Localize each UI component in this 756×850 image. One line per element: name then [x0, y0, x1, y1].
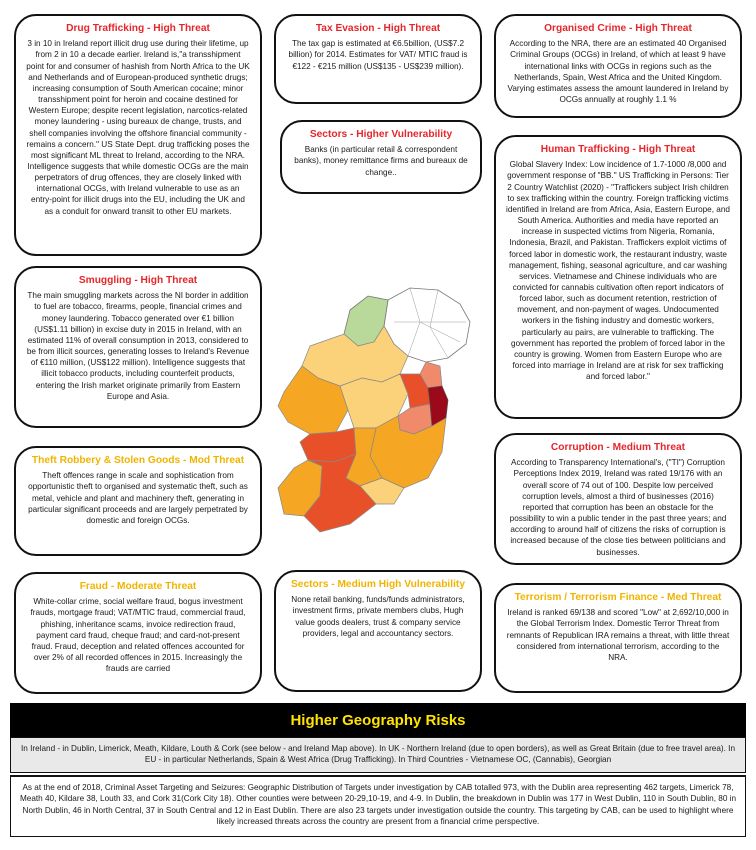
smuggling-card [14, 266, 262, 428]
geography-summary-text: In Ireland - in Dublin, Limerick, Meath, Kildare, Louth & Cork (see below - and Ireland Map above). In UK - Northern Ireland (due to open borders), as well as Great Britain (due to free travel area). In EU - in particular Netherlands, Spain & West Africa (Drug Trafficking). In Third Countries - Vietnamese OC, (Cannabis), Georgian [20, 744, 736, 765]
theft-card [14, 446, 262, 556]
sectors-medium-body: None retail banking, funds/funds administrators, investment firms, private members clubs, Hugh value goods dealers, trust & company service providers, legal and accountancy sectors. [291, 595, 465, 638]
sectors-medium-card [274, 570, 482, 692]
geography-detail-text: As at the end of 2018, Criminal Asset Targeting and Seizures: Geographic Distribution of Targets under investigation by CAB totalled 973, with the Dublin area representing 462 targets, Limerick 78, Meath 40, Kildare 38, Louth 33, and Cork 31(Cork City 18). Other counties were between 20-29,10-19, and 4-9. In Dublin, the breakdown in Dublin was 177 in West Dublin, 110 in South Dublin, 80 in North Dublin, 46 in North Central, 37 in South Central and 12 in East Dublin. There are also 23 targets under investigation outside the country. This targeting by CAB, can be used to highlight where likely increased threats across the country are present from a financial crime perspective. [19, 783, 737, 827]
smuggling-title: Smuggling - High Threat [78, 275, 198, 286]
fraud-body: White-collar crime, social welfare fraud, bogus investment frauds, mortgage fraud; VAT/MTIC fraud, commercial fraud, phishing, inheritance scams, invoice redirection fraud, payment card fraud, cheque fraud; and card-not-present fraud. Fraud, deception and related offences accounted for over 2% of all recorded offences in 2015. Increasingly the frauds are carried [30, 597, 246, 674]
drug-trafficking-body: 3 in 10 in Ireland report illicit drug use during their lifetime, up from 2 in 10 a decade earlier. Ireland is,"a transshipment point for and consumer of hashish from North Africa to the UK and Netherlands and of European-produced synthetic drugs; increasing consumption of South American cocaine; minor transshipment point for heroin and cocaine destined for Western Europe; despite recent legislation, narcotics-related money laundering - using bureaux de change, trusts, and shell companies involving the offshore financial community - remains a concern." US State Dept. drug trafficking poses the most significant ML threat to Ireland, according to the NRA. Intelligence suggests that while domestic OCGs are the main perpetrators of drug offences, they are closely linked with international OCGs, with Ireland vulnerable to use as an entry-point for illicit drugs into the EU, including the UK and as a conduit for onward transit to other EU markets. [26, 39, 250, 216]
corruption-body: According to Transparency International's, ("TI") Corruption Perceptions Index 2019, Ireland was rated 19/176 with an overall score of 74 out of 100. Despite low perceived corruption levels, almost a third of businesses (2016) reported that corruption has been an obstacle for the possibility to win a public tender in the past three years; and according to around half of citizens the risks of corruption is increased because of the close ties between politicians and businesses. [509, 458, 727, 557]
sectors-higher-body: Banks (in particular retail & correspondent banks), money remittance firms and bureaux de change.. [294, 145, 468, 177]
terrorism-body: Ireland is ranked 69/138 and scored "Low" at 2,692/10,000 in the Global Terrorism Index. Domestic Terror Threat from remnants of Republican IRA remains a threat, with little threat considered from international terrorism, according to the NRA. [506, 608, 730, 662]
terrorism-card [494, 583, 742, 693]
tax-evasion-card [274, 14, 482, 104]
organised-crime-title: Organised Crime - High Threat [544, 23, 692, 34]
geography-detail-panel [10, 775, 746, 837]
tax-evasion-body: The tax gap is estimated at €6.5billion, (US$7.2 billion) for 2014. Estimates for VAT/ MTIC fraud is €122 - €215 million (US$135 - US$239 million). [288, 39, 468, 71]
drug-trafficking-title: Drug Trafficking - High Threat [66, 23, 210, 34]
drug-trafficking-card [14, 14, 262, 256]
geography-summary-panel [10, 737, 746, 773]
sectors-higher-card [280, 120, 482, 194]
terrorism-title: Terrorism / Terrorism Finance - Med Threat [514, 592, 722, 603]
theft-body: Theft offences range in scale and sophistication from opportunistic theft to organised and systematic theft, such as metal, vehicle and plant and machinery theft, generating in particular significant proceeds and are largely perpetrated by domestic and foreign OCGs. [28, 471, 248, 525]
human-trafficking-card [494, 135, 742, 419]
theft-title: Theft Robbery & Stolen Goods - Mod Threat [31, 455, 245, 466]
fraud-card [14, 572, 262, 694]
organised-crime-card [494, 14, 742, 118]
human-trafficking-title: Human Trafficking - High Threat [540, 144, 696, 155]
human-trafficking-body: Global Slavery Index: Low incidence of 1.7-1000 /8,000 and government response of "BB." US Trafficking in Persons: Tier 2 Country Watchlist (2020) - "Traffickers subject Irish children to sex trafficking within the country. Foreign trafficking victims identified in Ireland are from Africa, Asia, Eastern Europe, and South America. Authorities and media have reported an increase in suspected victims from Nigeria, Romania, Indonesia, Brazil, and Pakistan. Traffickers exploit victims of forced labor in domestic work, the restaurant industry, waste management, fishing, seasonal agriculture, and car washing services. Vietnamese and Chinese individuals who are convicted for cannabis cultivation often report indicators of forced labor, such as document retention, restriction of movement, and non-payment of wages. Undocumented workers in the fishing industry and domestic workers, particularly au pairs, are vulnerable to trafficking. The government has reported the problem of forced labor in the country is growing. Women from Eastern Europe who are forced into marriage in Ireland are at risk for sex trafficking and forced labor." [506, 160, 730, 382]
sectors-medium-title: Sectors - Medium High Vulnerability [291, 579, 465, 590]
tax-evasion-title: Tax Evasion - High Threat [315, 23, 441, 34]
organised-crime-body: According to the NRA, there are an estimated 40 Organised Criminal Groups (OCGs) in Ireland, of which at least 9 have international links with OCGs in regions such as the Netherlands, Spain, West Africa and the United Kingdom. Varying estimates assess the amount laundered in Ireland by OCGs annually at roughly 1.1 % [507, 39, 729, 105]
geography-risks-title: Higher Geography Risks [290, 711, 466, 729]
geography-risks-header [10, 703, 746, 737]
corruption-title: Corruption - Medium Threat [550, 442, 686, 453]
smuggling-body: The main smuggling markets across the NI border in addition to fuel are tobacco, firearms, people, financial crimes and money laundering. Tobacco generated over €1 billion (US$1.11 billion) in excise duty in 2015 in Ireland, with an estimated 11% of overall consumption in 2013, considered to be from illicit sources, generating losses to Ireland's Revenue of €110 million, (US$122 million). Intelligence suggests that illicit tobacco products, including counterfeit products, entering the Irish market originate primarily from Eastern Europe and Asia. [26, 291, 250, 401]
fraud-title: Fraud - Moderate Threat [79, 581, 197, 592]
sectors-higher-title: Sectors - Higher Vulnerability [309, 129, 453, 140]
ireland-risk-map [270, 282, 485, 552]
corruption-card [494, 433, 742, 565]
